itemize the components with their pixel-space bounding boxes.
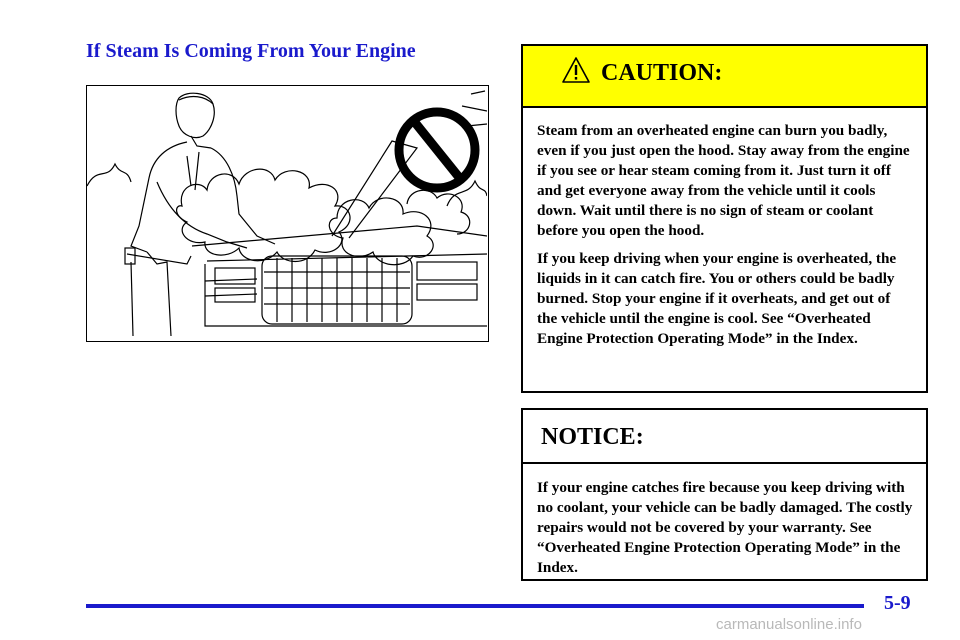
notice-paragraph: If your engine catches fire because you keep driving with no coolant, your vehicle can be badly damaged. The costly repairs would not be covered by your warranty. See “Overheated Engine Protection Operating Mode” in the Index.: [537, 479, 913, 576]
notice-header: [523, 410, 926, 464]
caution-box: [521, 44, 928, 393]
steam-engine-illustration: [86, 85, 489, 342]
caution-paragraph: If you keep driving when your engine is overheated, the liquids in it can catch fire. You or others could be badly burned. Stop your engine if it overheats, and get out of the vehicle until the engine is cool. See “Overheated Engine Protection Operating Mode” in the Index.: [537, 250, 897, 347]
page-title: If Steam Is Coming From Your Engine: [86, 40, 416, 62]
notice-body: [523, 464, 926, 578]
watermark[interactable]: carmanualsonline.info: [716, 616, 862, 633]
notice-box: [521, 408, 928, 581]
notice-title: NOTICE:: [541, 424, 644, 450]
caution-body: [523, 108, 926, 349]
no-symbol-icon: [399, 112, 475, 188]
caution-header: [523, 46, 926, 108]
caution-title: CAUTION:: [601, 60, 723, 86]
page-number: 5-9: [884, 592, 911, 614]
footer-rule: [86, 604, 864, 608]
warning-triangle-icon: [561, 56, 591, 89]
caution-paragraph: Steam from an overheated engine can burn you badly, even if you just open the hood. Stay away from the engine if you see or hear steam coming from it. Just turn it off and get everyone away from the vehicle until it cools down. Wait until there is no sign of steam or coolant before you open the hood.: [537, 122, 910, 239]
